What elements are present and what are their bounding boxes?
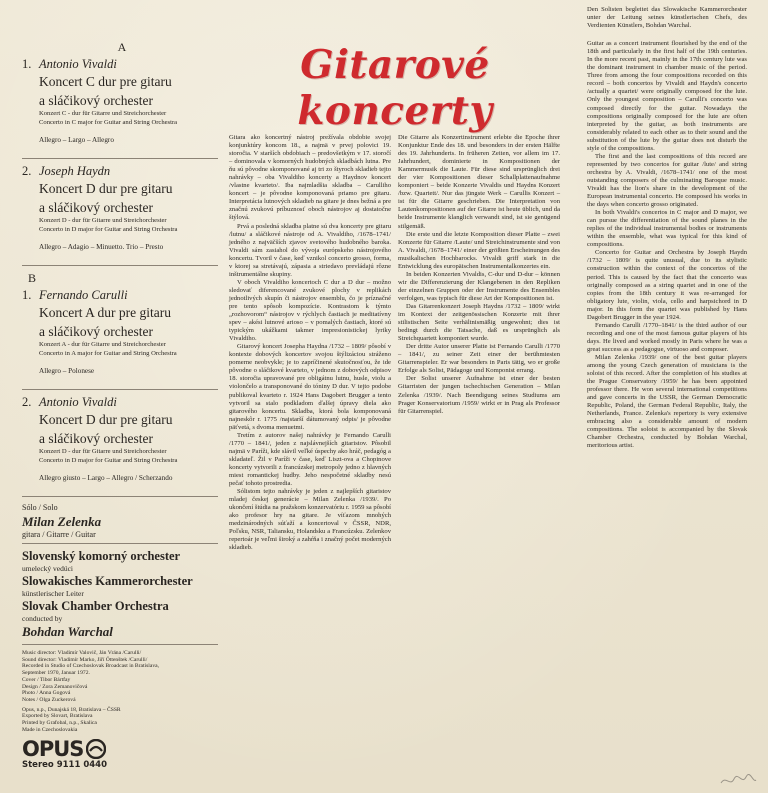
essay-paragraph: Guitar as a concert instrument flourished by the end of the 18th and particularly in the first half of the 19th centuries. In the more recent past, mainly in the 17th century lute was the dominant instrument in chamber music of the period. Three from among the four compositions recorded on this record – both concertos by Vivaldi and Haydn's concerto /actually a quartet/ were originally composed for the lute. Only the youngest composition – Carulli's concerto was composed directly for the guitar. Nowadays the compositions originally composed for the lute are often interpreted by the guitar, as both instruments are considerably related to each other as to their sound and the substitution of the lute by the guitar does not disturb the style of the compositions. [587, 40, 747, 152]
essay-paragraph: Gitara ako koncertný nástroj prežívala obdobie svojej konjunktúry koncom 18., a najmä v prvej polovici 19. storočia. V starších obdobiach – predovšetkým v 17. storočí – dominovala v komorných hudobných skladbách lutna. Pre ňu sú pôvodne skomponované aj tri zo štyroch skladieb tejto nahrávky – oba Vivaldiho koncerty a Haydnov koncert /vlastne kvarteto/. Iba najmladšia skladba – Carulliho koncert – je pôvodne komponovaná priamo pre gitaru. Interpretácia lutnových skladieb na gitare je dnes bežná a pre značnú zvukovú príbuznosť oboch nástrojov aj dostatočne štýlová. [229, 134, 391, 222]
essay-paragraph: Fernando Carulli /1770–1841/ is the third author of our recording and one of the most famous guitar players of his days. He lived and worked mostly in Paris where he was a great success as a pedagogue, virtuoso and composer. [587, 321, 747, 353]
credit-line: Made in Czechoslovakia [22, 726, 78, 733]
essay-paragraph: Prvá a posledná skladba platne sú dva koncerty pre gitaru /lutnu/ a sláčikové nástroje od A. Vivaldiho, /1678–1741/ jedného z najväčších zjavov svetového hudobného baroka. Vivaldi sám zasiahol do vývoja európskeho nástrojového koncertu. Tvoril v čase, keď vznikol concerto grosso, forma, v ktorej sa stretávajú, zápasia a striedavo prevládajú rôzne inštrumentálne skupiny. [229, 222, 391, 278]
track-title-line2: a sláčikový orchester [39, 200, 153, 215]
track-b2 [22, 395, 222, 492]
track-title-de: Konzert A - dur für Gitarre und Streichorchester [39, 341, 166, 348]
credit-line: Exported by Slovart, Bratislava [22, 713, 93, 720]
essay-paragraph: Tretím z autorov našej nahrávky je Fernando Carulli /1770 – 1841/, jeden z najslávnejších gitaristov. Pôsobil najmä v Paríži, kde slávil veľké úspechy ako hráč, pedagóg a skladateľ. Žil v Paríži v čase, keď Liszt-ova a Chopinove koncerty vytvorili z francúzskej metropoly jedno z hlavných miest romantickej hudby. Jeho nespočetné skladby nesú pečať tohoto prostredia. [229, 431, 391, 488]
solo-label: Sólo / Solo [22, 503, 58, 512]
essay-paragraph: Die erste und die letzte Komposition dieser Platte – zwei Konzerte für Gitarre /Laute/ und Streichinstrumente sind von A. Vivaldi, /1678–1741/ einer der größten Erscheinungen des musikalischen Hochbarocks. Vivaldi griff stark in die Entwicklung des europäischen Instrumentalkonzertes ein. [398, 230, 560, 270]
track-b1 [22, 288, 222, 385]
divider [22, 389, 218, 390]
credit-line: Notes / Olga Zuckerová [22, 696, 76, 703]
track-title-en: Concerto in D major for Guitar and String Orchestra [39, 456, 178, 464]
essay-paragraph: In beiden Konzerten Vivaldis, C-dur und D-dur – können wir die Differenzierung der Klangebenen in den Repliken der einzelnen Gruppen oder der Instrumente des Ensembles verfolgen, was typisch für diese Art der Kompositionen ist. [398, 270, 560, 302]
track-number: 2. [22, 164, 32, 178]
essay-slovak [229, 134, 391, 764]
essay-paragraph: Der dritte Autor unserer Platte ist Fernando Carulli /1770 – 1841/, zu seiner Zeit einer der berühmtesten Gitarrenspieler. Er war besonders in Paris tätig, wo er große Erfolge als Solist, Pädagoge und Komponist errang. [398, 343, 560, 375]
catalog-number: Stereo 9111 0440 [22, 760, 107, 770]
essay-paragraph: Der Solist unserer Aufnahme ist einer der besten Gitarristen der jungen tschechischen Generation – Milan Zelenka /1939/. Nach Beendigung seines Studiums am Prager Konservatorium /1959/ wirkt er in Prag als Professor für Gitarrenspiel. [398, 375, 560, 415]
track-movements: Allegro – Adagio – Minuetto. Trio – Presto [39, 243, 164, 251]
credit-line: Opus, n.p., Dunajská 18, Bratislava – ČSSR [22, 706, 121, 713]
opus-logo [22, 737, 132, 775]
track-number: 1. [22, 288, 32, 302]
track-movements: Allegro giusto – Largo – Allegro / Scherzando [39, 474, 173, 482]
divider [22, 158, 218, 159]
soloist-name: Milan Zelenka [22, 514, 102, 529]
essay-paragraph: Gitarový koncert Josepha Haydna /1732 – 1809/ pôsobí v kontexte dobových koncertov svojou štýlizáciou stráženo pomerne neobvykle; je to zapríčinené skutočnosťou, že ide pôvodne o sláčikové kvarteto, v jednom z dobových odpisov 18. storočia upravované pre obligátnu lutnu, husle, violu a violončelo a transponované do tóniny D dur. V tejto podobe publikoval kvarteto r. 1924 Hans Dagobert Brugger a tento vytvoril sa stalo podkladom ďalšej úpravy diela ako gitarového koncertu. Skladba, ktorá bola komponovaná najneskôr r. 1775 /najstarší dátumovaný odpis/ je pôvodne päťvetá, s dvoma menuetmi. [229, 343, 391, 431]
essay-paragraph: Das Gitarrenkonzert Joseph Haydns /1732 – 1809/ wirkt im Kontext der zeitgenössischen Konzerte mit ihrer stilistischen Seite verhältnismäßig ungewohnt; dies ist bedingt durch die Tatsache, daß es ursprünglich als Streichquartett komponiert wurde. [398, 302, 560, 343]
ensemble-name-de: Slowakisches Kammerorchester [22, 574, 193, 588]
track-title-line2: a sláčikový orchester [39, 93, 153, 108]
essay-german [398, 134, 560, 774]
essay-paragraph-de-end: Den Solisten begleitet das Slowakische Kammerorchester unter der Leitung seines künstlerischen Chefs, des Verdienten Künstlers, Bohdan Warchal. [587, 6, 747, 30]
track-number: 2. [22, 395, 32, 409]
credit-line: Printed by Grafobal, n.p., Skalica [22, 720, 97, 727]
handwritten-mark-icon [718, 771, 758, 789]
track-title-line1: Koncert A dur pre gitaru [39, 305, 171, 320]
track-title-line1: Koncert D dur pre gitaru [39, 181, 173, 196]
track-a1 [22, 57, 222, 154]
track-movements: Allegro – Largo – Allegro [39, 136, 114, 144]
essay-paragraph: Die Gitarre als Konzertinstrument erlebte die Epoche ihrer Konjunktur Ende des 18. und besonders in der ersten Hälfte des 19. Jahrhunderts. In früheren Zeiten, vor allem im 17. Jahrhundert, dominierte in Kompositionen der Kammermusik die Laute. Für diese sind ursprünglich drei der vier Kompositionen dieser Schallplattenaufnahme komponiert – beide Konzerte Vivaldis und Haydns Konzert /bzw. Quartett/. Nur das jüngste Werk – Carullis Konzert – ist für die Gitarre geschrieben. Die Interpretation von Lautenkompositionen auf der Gitarre ist heute üblich, und da beide Instrumente klanglich verwandt sind, ist sie genügend stilgemäß. [398, 134, 560, 230]
side-a-label: A [117, 40, 127, 54]
essay-paragraph: Milan Zelenka /1939/ one of the best guitar players among the young Czech generation of musicians is the soloist of this record. After the completion of his studies at the Prague Conservatory /1959/ he has been appointed professor there. He won several international competitions and gave concerts in the USSR, the German Democratic Republic, Poland, the German Federal Republic, Italy, the Netherlands, France. Zelenka's repertory is very extensive embracing also a considerable amount of modern compositions. The soloist is accompanied by the Slovak Chamber Orchestra, conducted by Bohdan Warchal, meritorious artist. [587, 353, 747, 450]
ensemble-sub-de: künstlerischer Leiter [22, 589, 84, 598]
essay-paragraph: V oboch Vivaldiho koncertoch C dur a D dur – možno sledovať diferencované zvukové plochy v replikách jednotlivých skupín či nástrojov ensemblu, čo je príznačné pre tento spôsob kompozície. Kontrastom k týmto „rozhovorom“ nástrojov v rýchlych častiach je meditatívny spev – akési lutnové arioso – v pomalých častiach, ktoré sú typickým ukážkami takmer impresionistickej lyriky Vivaldiho. [229, 278, 391, 343]
track-composer: Fernando Carulli [39, 288, 128, 302]
track-title-line1: Koncert C dur pre gitaru [39, 74, 172, 89]
track-title-en: Concerto in C major for Guitar and String Orchestra [39, 118, 178, 126]
divider [22, 543, 218, 544]
track-title-de: Konzert D - dur für Gitarre und Streichorchester [39, 217, 167, 224]
track-title-de: Konzert D - dur für Gitarre und Streichorchester [39, 448, 167, 455]
track-title-en: Concerto in D major for Guitar and String Orchestra [39, 225, 178, 233]
opus-emblem-icon [86, 739, 106, 759]
credit-line: Cover / Tibor Bártfay [22, 676, 71, 683]
logo-wordmark: OPUS [22, 737, 84, 761]
ensemble-sub-sk: umelecký vedúci [22, 564, 74, 573]
divider [22, 644, 218, 645]
ensemble-name-sk: Slovenský komorný orchester [22, 549, 181, 563]
essay-paragraph: In both Vivaldi's concertos in C major and D major, we can pursue the differentiation of the sound planes in the replies of the individual instrumental bodies or instruments within the ensemble, what was typical for this kind of compositions. [587, 209, 747, 249]
track-composer: Joseph Haydn [39, 164, 111, 178]
credit-line: Music director: Vladimír Valovič, Ján Vrána /Carulli/ [22, 650, 142, 656]
ensemble-sub-en: conducted by [22, 614, 63, 623]
credit-line: Sound director: Vladimír Marko, Jiří Öttenštek /Carulli/ [22, 656, 148, 663]
divider [22, 496, 218, 497]
conductor-name: Bohdan Warchal [22, 624, 113, 639]
track-title-en: Concerto in A major for Guitar and String Orchestra [39, 349, 177, 357]
soloist-role: gitara / Gitarre / Guitar [22, 530, 96, 539]
tracklist-column [22, 40, 222, 733]
credit-line: Recorded in Studio of Czechoslovak Broadcast in Bratislava, [22, 663, 160, 670]
track-composer: Antonio Vivaldi [39, 395, 117, 409]
track-title-line1: Koncert D dur pre gitaru [39, 412, 173, 427]
track-title-de: Konzert C - dur für Gitarre und Streichorchester [39, 110, 167, 117]
credit-line: Photo / Anna Gogová [22, 690, 71, 697]
essay-paragraph: The first and the last compositions of this record are represented by two concertos for guitar /lute/ and string orchestra by A. Vivaldi, /1678–1741/ one of the most outstanding composers of the culminating Baroque music. Vivaldi has the lion's share in the development of the European instrumental concerto. He composed his works in the days when concerto grosso originated. [587, 152, 747, 209]
track-composer: Antonio Vivaldi [39, 57, 117, 71]
track-title-line2: a sláčikový orchester [39, 431, 153, 446]
essay-paragraph: Concerto for Guitar and Orchestra by Joseph Haydn /1732 – 1809/ is quite unusual, due to its stylistic construction within the context of the concertos of the period. This is caused by the fact that the concerto was originally composed as a string quartet and in one of the copies from the 18th century it was re-arranged for obligatory lute, violin, viola, cello and harpsichord in D major. In this form the quartet was published by Hans Dagobert Brugger in the year 1924. [587, 249, 747, 321]
track-movements: Allegro – Polonese [39, 367, 95, 375]
track-a2 [22, 164, 222, 261]
ensemble-name-en: Slovak Chamber Orchestra [22, 599, 169, 613]
track-title-line2: a sláčikový orchester [39, 324, 153, 339]
credit-line: September 1970, Januar 1972. [22, 670, 90, 677]
credit-line: Design / Zora Zemanovičová [22, 683, 88, 690]
essay-paragraph: Sólistom tejto nahrávky je jeden z najlepších gitaristov mladej českej generácie – Milan Zelenka /1939/. Po ukončení štúdia na pražskom konzervatóriu r. 1959 sa pôsobí ako profesor hry na gitare. Je víťazom mnohých medzinárodných súťaží a koncertoval v ČSSR, NDR, Poľsku, NSR, Taliansku, Holandsku a Francúzsku. Zelenkov repertoár je veľmi široký a zahŕňa i značný počet moderných skladieb. [229, 488, 391, 552]
essay-english [587, 6, 747, 786]
side-b-label: B [28, 271, 37, 285]
divider [22, 265, 218, 266]
production-credits [22, 650, 222, 733]
track-number: 1. [22, 57, 32, 71]
album-title: Gitarové koncerty [297, 42, 493, 134]
